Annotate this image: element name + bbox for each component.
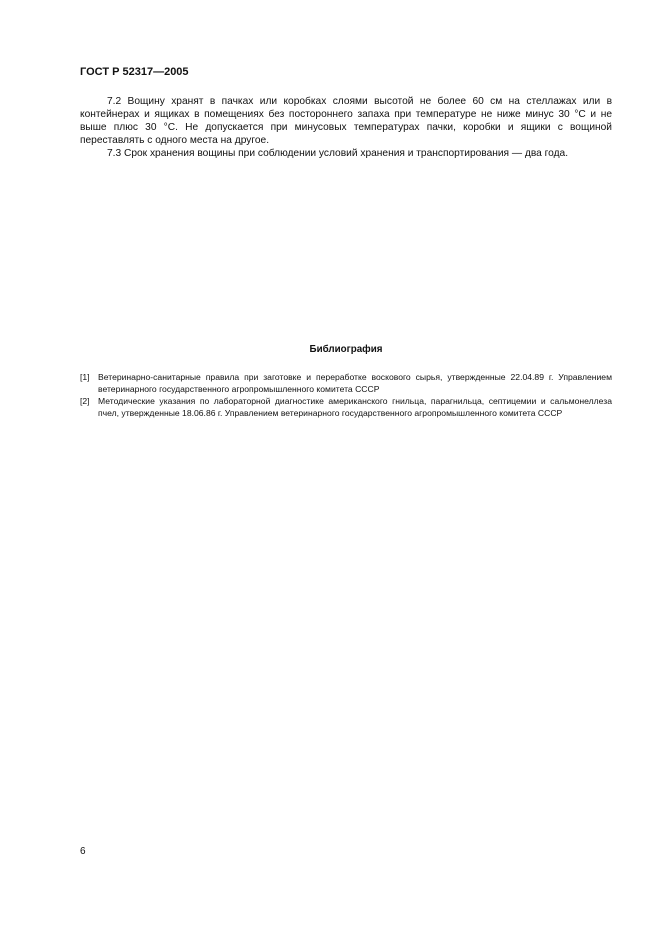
paragraph-7-2: 7.2 Вощину хранят в пачках или коробках слоями высотой не более 60 см на стеллажах или в контейнерах и ящиках в помещениях без постороннего запаха при температуре не ниже минус 30 °С и не выше плюс 30 °С. Не допускается при минусовых температурах пачки, коробки и ящики с вощиной переставлять с одного места на другое.	[80, 96, 612, 146]
bibliography-item	[80, 371, 612, 395]
bibliography-item	[80, 395, 612, 419]
bibliography-item-text: Ветеринарно-санитарные правила при заготовке и переработке воскового сырья, утвержденные 22.04.89 г. Управлением ветеринарного государственного агропромышленного комитета СССР	[98, 372, 612, 394]
page-number: 6	[80, 846, 86, 857]
bibliography-title: Библиография	[309, 344, 383, 355]
bibliography-item-number: [2]	[80, 396, 90, 406]
bibliography-list	[80, 371, 612, 419]
document-body	[80, 95, 612, 160]
bibliography-item-text: Методические указания по лабораторной диагностике американского гнильца, парагнильца, септицемии и сальмонеллеза пчел, утвержденные 18.06.86 г. Управлением ветеринарного государственного агропромышленного комитета СССР	[98, 396, 612, 418]
document-header: ГОСТ Р 52317—2005	[80, 66, 189, 78]
bibliography-item-number: [1]	[80, 372, 90, 382]
paragraph-7-3: 7.3 Срок хранения вощины при соблюдении условий хранения и транспортирования — два года.	[107, 148, 569, 159]
